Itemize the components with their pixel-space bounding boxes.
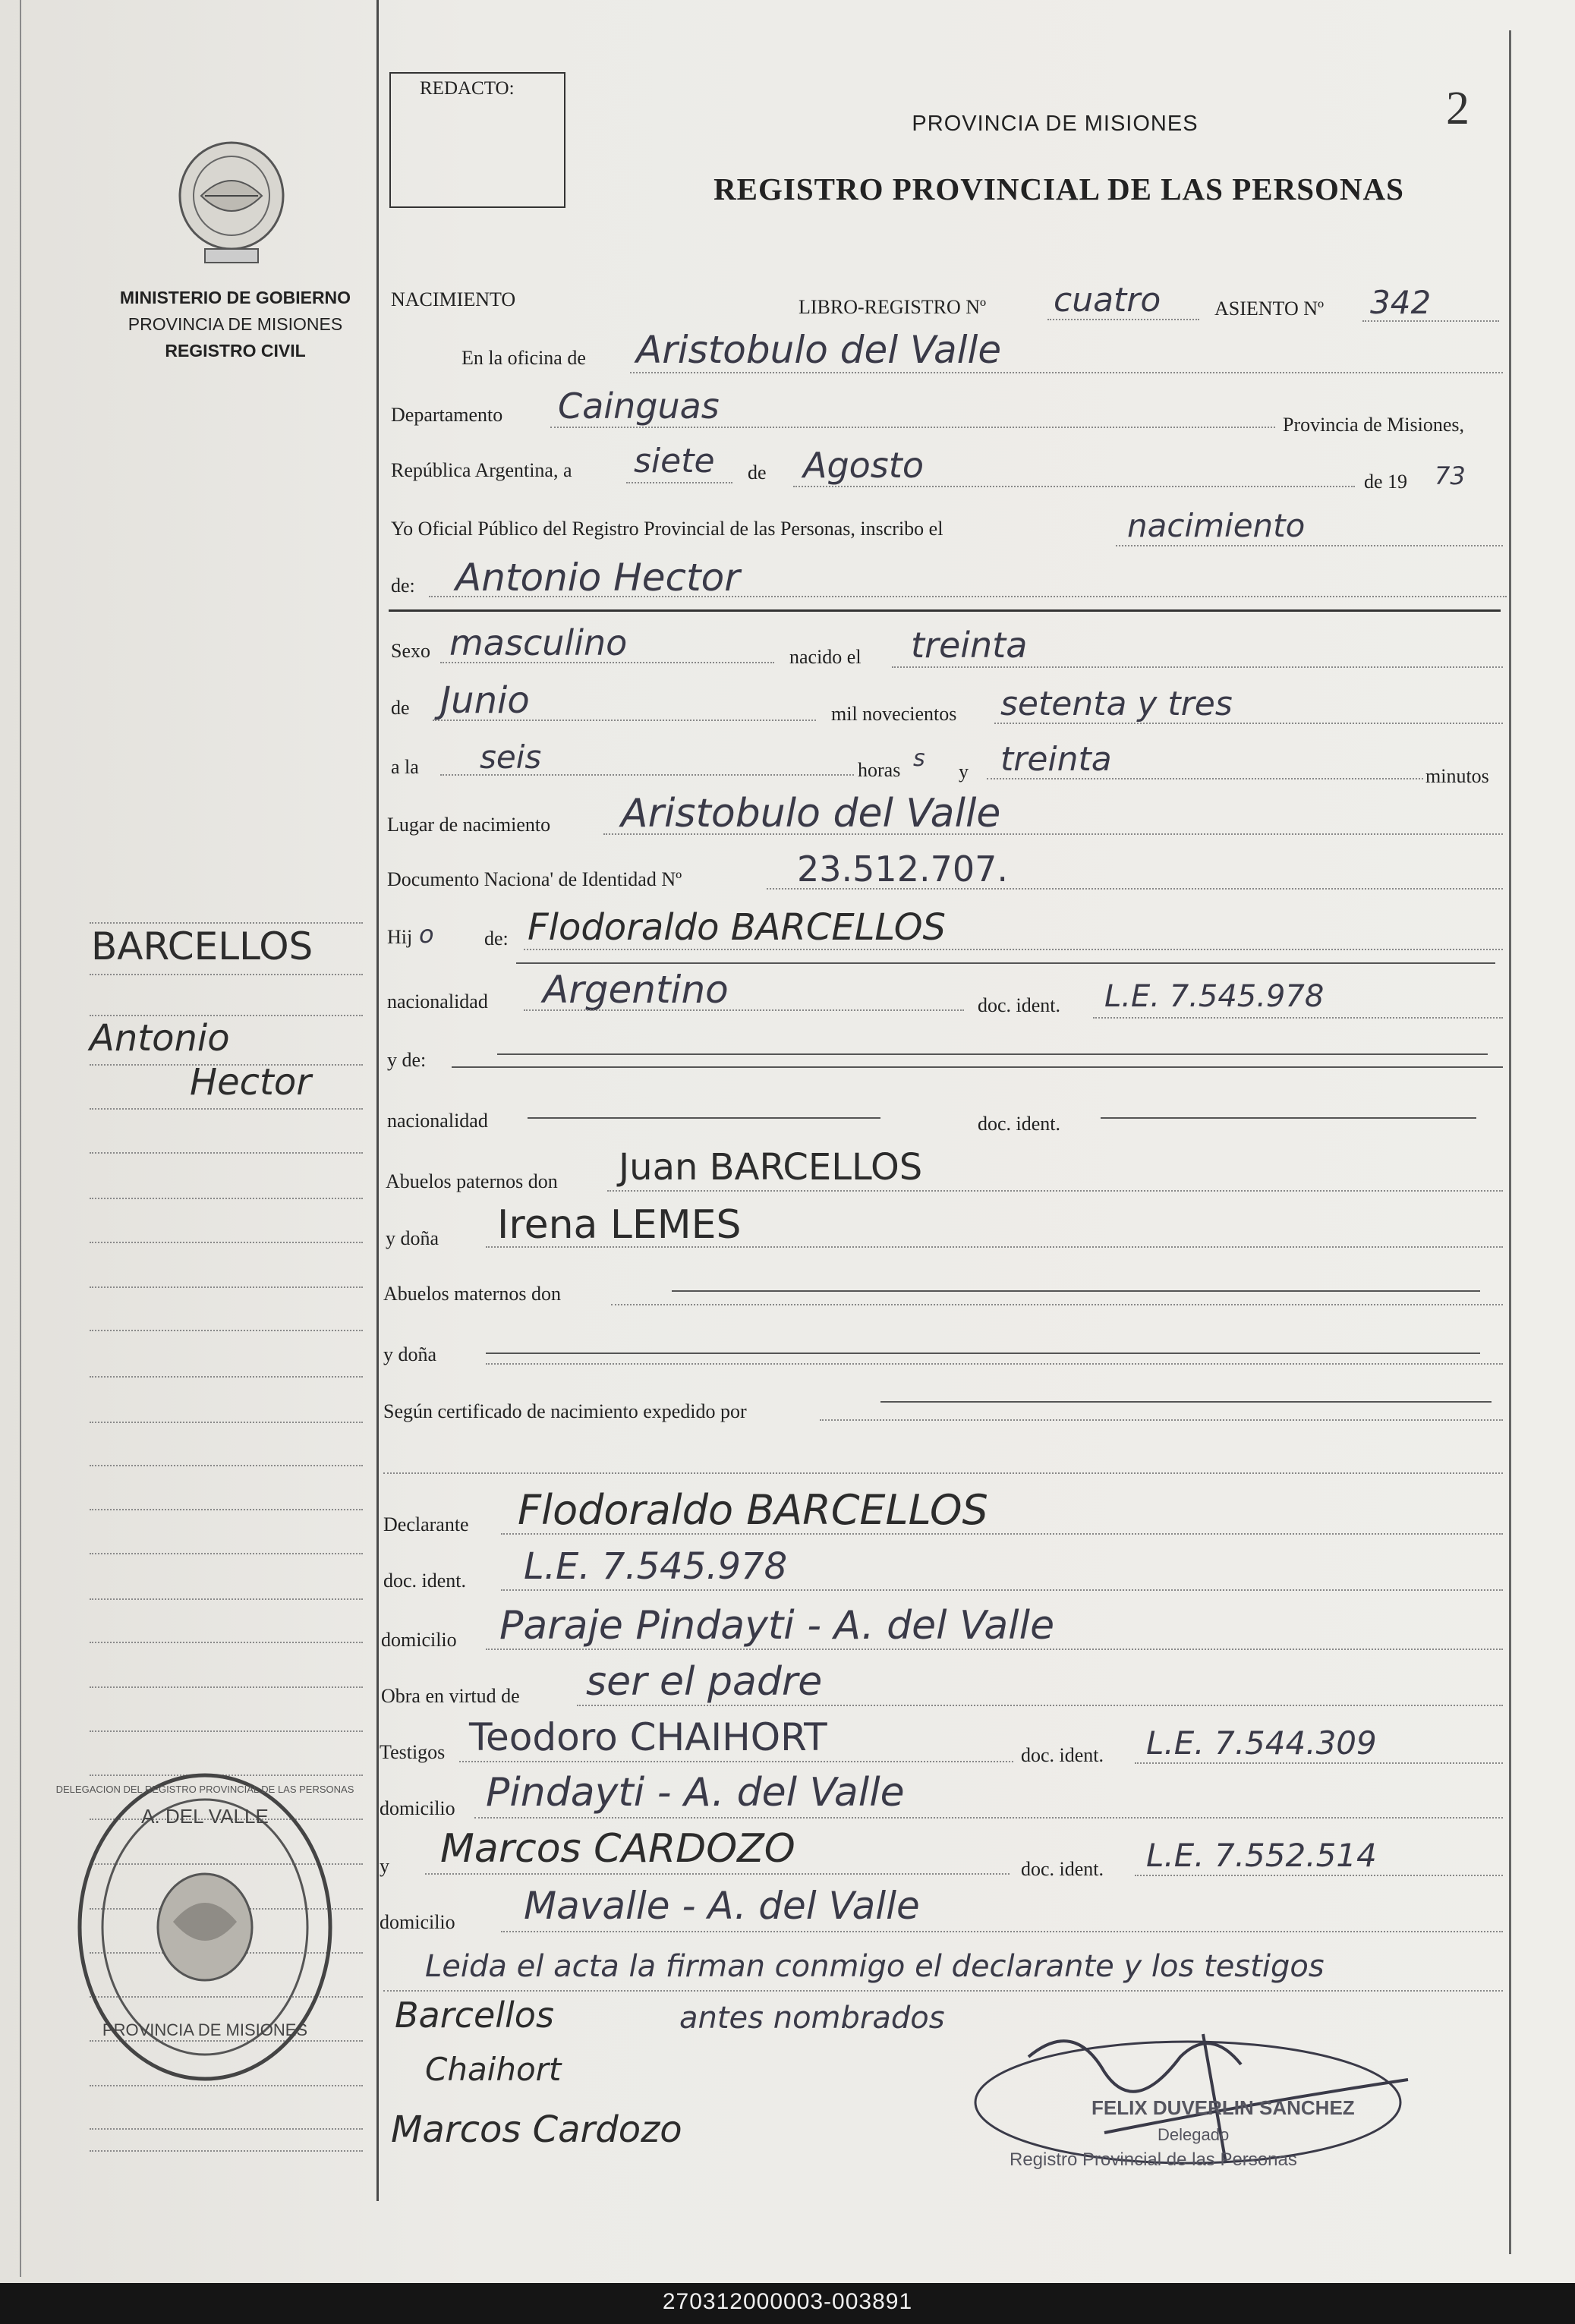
minutos-label: minutos [1425, 765, 1489, 787]
nacido-line [892, 666, 1503, 668]
abuelos-mat-rule [672, 1290, 1480, 1292]
mes-value: Agosto [803, 445, 924, 486]
closing-line-1: Leida el acta la firman conmigo el declarante y los testigos [425, 1949, 1325, 1984]
inscribo-line [1116, 545, 1503, 546]
domicilio3-label: domicilio [380, 1911, 455, 1933]
testigo2-doc-value: L.E. 7.552.514 [1146, 1837, 1377, 1874]
abuela-pat-line [486, 1246, 1503, 1248]
docident5-label: doc. ident. [1021, 1858, 1104, 1880]
y-label: y [959, 760, 969, 783]
issuer-block [91, 285, 380, 364]
lugar-line [603, 833, 1503, 835]
libro-line [1047, 319, 1199, 320]
hora-value: seis [480, 738, 542, 776]
republica-label: República Argentina, a [391, 459, 572, 481]
closing-line-1-rule [383, 1990, 1503, 1992]
docident2-rule [1101, 1117, 1476, 1119]
sidebar-given-2: Hector [190, 1061, 311, 1104]
y2-label: y [380, 1855, 389, 1877]
redacto-label: REDACTO: [420, 78, 515, 99]
mes-line [793, 486, 1355, 487]
hijo-label: Hij [387, 926, 413, 948]
closing-line-2: antes nombrados [679, 2001, 945, 2036]
documento-label: Documento Naciona' de Identidad Nº [387, 868, 682, 890]
anio-value: 73 [1435, 461, 1466, 490]
testigo2-line [425, 1873, 1010, 1875]
padre-line [524, 949, 1503, 950]
sexo-value: masculino [449, 622, 628, 663]
footer-code: 270312000003-003891 [662, 2289, 913, 2314]
yde-rule-1 [497, 1053, 1488, 1055]
asiento-label: ASIENTO Nº [1214, 298, 1325, 320]
delegation-seal-icon [55, 1770, 354, 2085]
minutos-value: treinta [1000, 740, 1112, 779]
domicilio-value: Paraje Pindayti - A. del Valle [499, 1603, 1055, 1649]
hora-line [440, 774, 854, 776]
libro-label: LIBRO-REGISTRO Nº [799, 296, 987, 318]
right-border [1509, 30, 1511, 2254]
docident2-label: doc. ident. [978, 1113, 1061, 1135]
mes-nac-line [433, 720, 816, 721]
documento-value: 23.512.707. [797, 849, 1008, 890]
oficina-label: En la oficina de [461, 347, 586, 369]
oficina-line [630, 372, 1503, 373]
abuelo-pat-line [607, 1190, 1503, 1192]
libro-value: cuatro [1054, 281, 1161, 320]
segun-line-2 [383, 1472, 1503, 1474]
testigo1-doc-line [1135, 1762, 1503, 1764]
testigo1-dom-line [474, 1817, 1503, 1819]
official-title: Delegado [1158, 2125, 1230, 2144]
inscribo-value: nacimiento [1127, 507, 1306, 544]
abuelos-mat-line [611, 1304, 1503, 1305]
testigos-label: Testigos [380, 1741, 446, 1763]
declarante-line [501, 1533, 1503, 1535]
domicilio-label: domicilio [381, 1629, 457, 1651]
yo-oficial-label: Yo Oficial Público del Registro Provincial de las Personas, inscribo el [391, 518, 943, 540]
testigo2-dom-value: Mavalle - A. del Valle [524, 1884, 920, 1928]
testigo1-dom-value: Pindayti - A. del Valle [486, 1770, 905, 1815]
declarante-label: Declarante [383, 1513, 469, 1535]
segun-rule [880, 1401, 1492, 1403]
testigo2-dom-line [501, 1931, 1503, 1932]
abuela-pat-value: Irena LEMES [497, 1202, 742, 1248]
nombre-value: Antonio Hector [455, 556, 740, 600]
seal-outer-text: DELEGACION DEL REGISTRO PROVINCIAL DE LAS PERSONAS [55, 1784, 354, 1795]
asiento-value: 342 [1370, 284, 1432, 321]
horas-label: horas [858, 759, 901, 781]
anio-nac-line [994, 723, 1503, 724]
domicilio-line [486, 1649, 1503, 1650]
testigo1-line [459, 1761, 1013, 1762]
documento-line [767, 888, 1503, 890]
nacimiento-label: NACIMIENTO [391, 288, 516, 310]
abuelos-mat-label: Abuelos maternos don [383, 1283, 561, 1305]
sexo-line [440, 662, 774, 663]
nacido-label: nacido el [789, 646, 862, 668]
declarante-doc-value: L.E. 7.545.978 [524, 1545, 788, 1588]
nacionalidad2-label: nacionalidad [387, 1110, 488, 1132]
segun-label: Según certificado de nacimiento expedido por [383, 1400, 747, 1422]
ydona2-rule [486, 1353, 1480, 1354]
signature-1: Barcellos [395, 1995, 554, 2036]
dia-line [626, 482, 732, 483]
official-office: Registro Provincial de las Personas [1010, 2149, 1297, 2170]
issuer-province: PROVINCIA DE MISIONES [128, 314, 343, 334]
redacto-box [389, 72, 565, 208]
hijo-suffix: o [419, 920, 434, 949]
nacido-value: treinta [911, 625, 1028, 666]
lugar-value: Aristobulo del Valle [621, 791, 1001, 836]
nombre-line [429, 596, 1507, 597]
seal-bottom-text: PROVINCIA DE MISIONES [102, 2020, 308, 2039]
page-number: 2 [1446, 83, 1469, 134]
obra-line [577, 1705, 1503, 1706]
ydona2-label: y doña [383, 1343, 437, 1365]
obra-label: Obra en virtud de [381, 1685, 520, 1707]
official-name: FELIX DUVERLIN SANCHEZ [1091, 2096, 1355, 2119]
issuer-registry: REGISTRO CIVIL [165, 341, 306, 361]
lugar-label: Lugar de nacimiento [387, 814, 551, 836]
departamento-label: Departamento [391, 404, 503, 426]
ala-label: a la [391, 756, 419, 778]
testigo2-doc-line [1135, 1875, 1503, 1876]
ydona2-line [486, 1363, 1503, 1365]
domicilio2-label: domicilio [380, 1797, 455, 1819]
nacionalidad-label: nacionalidad [387, 990, 488, 1012]
nacionalidad-value: Argentino [543, 968, 729, 1012]
sidebar-given-1: Antonio [90, 1017, 230, 1060]
de2-label: de [391, 697, 410, 719]
mil-label: mil novecientos [831, 703, 957, 725]
registry-title: REGISTRO PROVINCIAL DE LAS PERSONAS [713, 172, 1404, 206]
minutos-line [987, 778, 1423, 779]
testigo1-value: Teodoro CHAIHORT [469, 1715, 827, 1759]
declarante-value: Flodoraldo BARCELLOS [518, 1486, 988, 1534]
padre-rule [516, 962, 1495, 964]
segun-line [820, 1419, 1503, 1421]
provincia-label: Provincia de Misiones, [1283, 414, 1465, 436]
signature-2: Chaihort [425, 2051, 562, 2088]
abuelos-pat-label: Abuelos paternos don [386, 1170, 558, 1192]
testigo1-doc-value: L.E. 7.544.309 [1146, 1724, 1377, 1762]
docident3-label: doc. ident. [383, 1570, 467, 1592]
docident4-label: doc. ident. [1021, 1744, 1104, 1766]
nacionalidad2-rule [528, 1117, 880, 1119]
issuer-ministry: MINISTERIO DE GOBIERNO [119, 288, 351, 307]
de-label: de [748, 461, 767, 483]
horas-s: s [913, 745, 925, 772]
obra-value: ser el padre [586, 1659, 823, 1705]
mes-nac-value: Junio [440, 679, 530, 722]
padre-doc-value: L.E. 7.545.978 [1104, 979, 1325, 1014]
ydona-label: y doña [386, 1227, 439, 1249]
signature-3: Marcos Cardozo [391, 2108, 682, 2151]
nacionalidad-line [524, 1009, 964, 1011]
abuelo-pat-value: Juan BARCELLOS [619, 1146, 923, 1189]
hijo-de-label: de: [484, 927, 509, 949]
sidebar-surname: BARCELLOS [91, 924, 313, 968]
dia-value: siete [634, 442, 715, 480]
asiento-line [1362, 320, 1499, 322]
coat-of-arms-icon [175, 135, 288, 268]
anio-label: de 19 [1364, 471, 1408, 493]
yde-rule-2 [452, 1066, 1503, 1068]
page-edge-line [20, 0, 21, 2277]
seal-center-text: A. DEL VALLE [141, 1805, 269, 1828]
docident-label: doc. ident. [978, 994, 1061, 1016]
nombre-rule [389, 609, 1501, 612]
oficina-value: Aristobulo del Valle [636, 328, 1002, 372]
de-colon-label: de: [391, 575, 415, 597]
padre-doc-line [1093, 1017, 1503, 1019]
departamento-value: Cainguas [558, 386, 720, 427]
sexo-label: Sexo [391, 640, 430, 662]
testigo2-value: Marcos CARDOZO [440, 1826, 795, 1872]
departamento-line [550, 427, 1275, 428]
anio-nac-value: setenta y tres [1000, 685, 1233, 723]
province-title: PROVINCIA DE MISIONES [912, 112, 1199, 136]
declarante-doc-line [501, 1589, 1503, 1591]
yde-label: y de: [387, 1049, 427, 1071]
padre-value: Flodoraldo BARCELLOS [528, 906, 946, 949]
